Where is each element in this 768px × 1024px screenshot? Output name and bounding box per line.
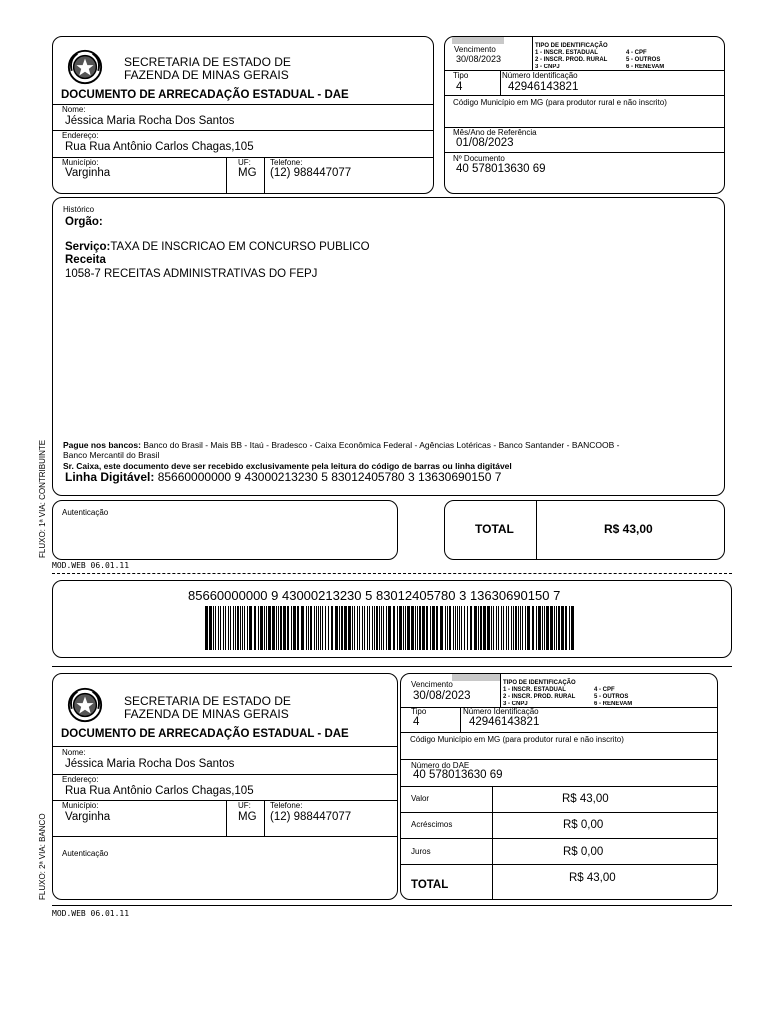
numero-id-label: Número Identificação [502,71,578,80]
acrescimos-label: Acréscimos [411,820,453,829]
mes-ano-label: Mês/Ano de Referência [453,128,537,137]
municipio-label: Município: [62,158,99,167]
barcode-bar [209,606,212,650]
codigo-municipio-label: Código Município em MG (para produtor rural e não inscrito) [453,98,667,107]
via2-side-label: FLUXO: 2ª VIA: BANCO [38,813,47,900]
total-label-2: TOTAL [411,879,449,891]
barcode-bar [276,606,277,650]
barcode-bar [362,606,363,650]
orgao-label: Orgão: [65,216,103,228]
endereco-label: Endereço: [62,131,99,140]
pague-bancos: Pague nos bancos: Banco do Brasil - Mais BB - Itaú - Bradesco - Caixa Econômica Federal - Agências Lotéricas - Banco Santander - BANCOOB - Banco Mercantil do Brasil [63,440,620,460]
barcode-bar [205,606,208,650]
barcode-bar [372,606,373,650]
barcode-bar [554,606,555,650]
barcode-bar [447,606,448,650]
barcode-bar [237,606,239,650]
endereco-label-2: Endereço: [62,775,99,784]
barcode-bar [230,606,231,650]
barcode-bar [272,606,275,650]
barcode-bar [278,606,279,650]
barcode-bar [287,606,289,650]
barcode-bar [538,606,541,650]
endereco-value: Rua Rua Antônio Carlos Chagas,105 [65,141,254,153]
barcode-bar [496,606,497,650]
barcode-bar [374,606,375,650]
barcode-bar [247,606,248,650]
barcode-bar [328,606,329,650]
barcode-bar [419,606,421,650]
total-label: TOTAL [475,522,514,536]
barcode-bar [511,606,512,650]
uf-label: UF: [238,158,251,167]
tipo-label: Tipo [453,71,469,80]
autenticacao-label-2: Autenticação [62,849,109,858]
total-value: R$ 43,00 [604,522,653,536]
barcode-bar [225,606,226,650]
barcode-bar [364,606,365,650]
tipo-label-2: Tipo [411,707,427,716]
barcode-bar [308,606,309,650]
barcode-bar [464,606,465,650]
barcode-bar [527,606,530,650]
municipio-value: Varginha [65,167,111,179]
barcode-number: 85660000000 9 43000213230 5 83012405780 3 13630690150 7 [188,588,561,603]
codigo-municipio-label-2: Código Município em MG (para produtor rural e não inscrito) [410,735,624,744]
barcode-bar [405,606,406,650]
barcode-bar [301,606,304,650]
vencimento-value-2: 30/08/2023 [413,690,471,702]
barcode-bar [383,606,384,650]
barcode-bar [474,606,477,650]
doc-title-2: DOCUMENTO DE ARRECADAÇÃO ESTADUAL - DAE [61,728,349,740]
barcode-bar [357,606,358,650]
juros-label: Juros [411,847,431,856]
autenticacao-label: Autenticação [62,508,109,517]
nome-label: Nome: [62,105,86,114]
uf-label-2: UF: [238,801,251,810]
barcode-bar [322,606,323,650]
barcode-bar [359,606,360,650]
numero-id-value-2: 42946143821 [469,716,540,728]
endereco-value-2: Rua Rua Antônio Carlos Chagas,105 [65,785,254,797]
barcode-bar [254,606,256,650]
barcode-bar [536,606,537,650]
historico-label: Histórico [63,205,95,214]
issuer-line2-2: FAZENDA DE MINAS GERAIS [124,707,289,721]
barcode-bar [223,606,224,650]
barcode-bar [508,606,509,650]
barcode-bar [314,606,315,650]
barcode-bar [233,606,234,650]
barcode-bar [260,606,263,650]
barcode-bar [388,606,391,650]
doc-title: DOCUMENTO DE ARRECADAÇÃO ESTADUAL - DAE [61,89,349,101]
barcode-bar [249,606,252,650]
nome-value: Jéssica Maria Rocha Dos Santos [65,115,235,127]
barcode-bar [503,606,504,650]
numero-id-value: 42946143821 [508,81,579,93]
barcode [205,606,575,650]
barcode-bar [297,606,299,650]
barcode-bar [318,606,319,650]
barcode-bar [320,606,321,650]
barcode-bar [571,606,574,650]
nome-label-2: Nome: [62,748,86,757]
issuer-line1: SECRETARIA DE ESTADO DE [124,55,291,69]
barcode-bar [487,606,490,650]
barcode-bar [325,606,326,650]
barcode-bar [228,606,229,650]
barcode-bar [501,606,502,650]
mod-code-1: MOD.WEB 06.01.11 [52,561,130,570]
barcode-bar [544,606,545,650]
tipo-value-2: 4 [413,716,420,728]
barcode-bar [515,606,517,650]
barcode-bar [291,606,292,650]
barcode-bar [352,606,353,650]
numero-id-label-2: Número Identificação [463,707,539,716]
barcode-bar [518,606,519,650]
nome-value-2: Jéssica Maria Rocha Dos Santos [65,758,235,770]
barcode-bar [397,606,398,650]
vencimento-value: 30/08/2023 [456,54,502,64]
barcode-bar [306,606,307,650]
barcode-bar [293,606,296,650]
vencimento-label: Vencimento [454,45,496,54]
via1-side-label: FLUXO: 1ª VIA: CONTRIBUINTE [38,439,47,558]
barcode-bar [310,606,312,650]
linha-digitavel: Linha Digitável: 85660000000 9 43000213230 5 83012405780 3 13630690150 7 [65,470,502,484]
barcode-bar [565,606,567,650]
barcode-bar [331,606,333,650]
numero-dae-value: 40 578013630 69 [413,769,503,781]
acrescimos-value: R$ 0,00 [563,819,604,831]
tipo-value: 4 [456,81,463,93]
barcode-bar [453,606,454,650]
barcode-bar [436,606,438,650]
barcode-bar [258,606,259,650]
mod-code-2: MOD.WEB 06.01.11 [52,909,130,918]
barcode-bar [399,606,402,650]
telefone-value-2: (12) 988447077 [270,811,352,823]
barcode-bar [240,606,241,650]
receita-label: Receita [65,254,106,266]
barcode-bar [422,606,425,650]
municipio-value-2: Varginha [65,811,111,823]
barcode-bar [268,606,271,650]
barcode-bar [459,606,460,650]
barcode-bar [379,606,380,650]
barcode-bar [411,606,414,650]
servico-line: Serviço:TAXA DE INSCRICAO EM CONCURSO PUBLICO [65,241,370,253]
barcode-bar [335,606,338,650]
barcode-bar [235,606,236,650]
barcode-bar [522,606,523,650]
barcode-bar [561,606,564,650]
barcode-bar [569,606,570,650]
barcode-bar [449,606,451,650]
issuer-line2: FAZENDA DE MINAS GERAIS [124,68,289,82]
barcode-bar [218,606,219,650]
barcode-bar [393,606,395,650]
barcode-bar [506,606,507,650]
barcode-bar [213,606,214,650]
barcode-bar [266,606,267,650]
n-documento-label: Nº Documento [453,154,505,163]
barcode-bar [403,606,404,650]
barcode-bar [457,606,458,650]
barcode-bar [386,606,387,650]
barcode-bar [556,606,557,650]
receita-value: 1058-7 RECEITAS ADMINISTRATIVAS DO FEPJ [65,268,318,280]
barcode-bar [280,606,282,650]
barcode-bar [354,606,355,650]
barcode-bar [558,606,560,650]
telefone-label-2: Telefone: [270,801,303,810]
valor-label: Valor [411,794,430,803]
barcode-bar [417,606,418,650]
barcode-bar [244,606,245,650]
numero-dae-label: Número do DAE [411,761,470,770]
barcode-bar [426,606,428,650]
barcode-bar [491,606,492,650]
barcode-bar [440,606,443,650]
barcode-bar [316,606,317,650]
barcode-bar [264,606,265,650]
juros-value: R$ 0,00 [563,846,604,858]
barcode-bar [445,606,446,650]
telefone-value: (12) 988447077 [270,167,352,179]
barcode-bar [381,606,382,650]
issuer-line1-2: SECRETARIA DE ESTADO DE [124,694,291,708]
barcode-bar [455,606,456,650]
barcode-bar [407,606,410,650]
barcode-bar [550,606,553,650]
total-value-2: R$ 43,00 [569,872,616,884]
valor-value: R$ 43,00 [562,793,609,805]
barcode-bar [480,606,482,650]
barcode-bar [546,606,549,650]
barcode-bar [470,606,472,650]
barcode-bar [283,606,286,650]
coat-of-arms-logo-2 [66,686,104,724]
municipio-label-2: Município: [62,801,99,810]
barcode-bar [369,606,370,650]
barcode-bar [215,606,216,650]
barcode-bar [376,606,378,650]
barcode-bar [513,606,514,650]
mes-ano-value: 01/08/2023 [456,137,514,149]
barcode-bar [525,606,526,650]
barcode-bar [415,606,416,650]
barcode-bar [242,606,243,650]
barcode-bar [430,606,431,650]
coat-of-arms-logo [66,48,104,86]
barcode-bar [432,606,435,650]
uf-value-2: MG [238,811,257,823]
telefone-label: Telefone: [270,158,303,167]
barcode-bar [520,606,521,650]
barcode-bar [220,606,221,650]
barcode-bar [339,606,340,650]
barcode-bar [532,606,534,650]
uf-value: MG [238,167,257,179]
barcode-bar [498,606,499,650]
barcode-bar [542,606,543,650]
barcode-bar [461,606,462,650]
barcode-bar [344,606,347,650]
vencimento-label-2: Vencimento [411,680,453,689]
barcode-bar [467,606,468,650]
caixa-note: Sr. Caixa, este documento deve ser recebido exclusivamente pela leitura do código de barras ou linha digitável [63,461,512,471]
n-documento-value: 40 578013630 69 [456,163,546,175]
barcode-bar [483,606,486,650]
barcode-bar [493,606,494,650]
barcode-bar [348,606,351,650]
barcode-bar [367,606,368,650]
barcode-bar [341,606,343,650]
barcode-bar [478,606,479,650]
